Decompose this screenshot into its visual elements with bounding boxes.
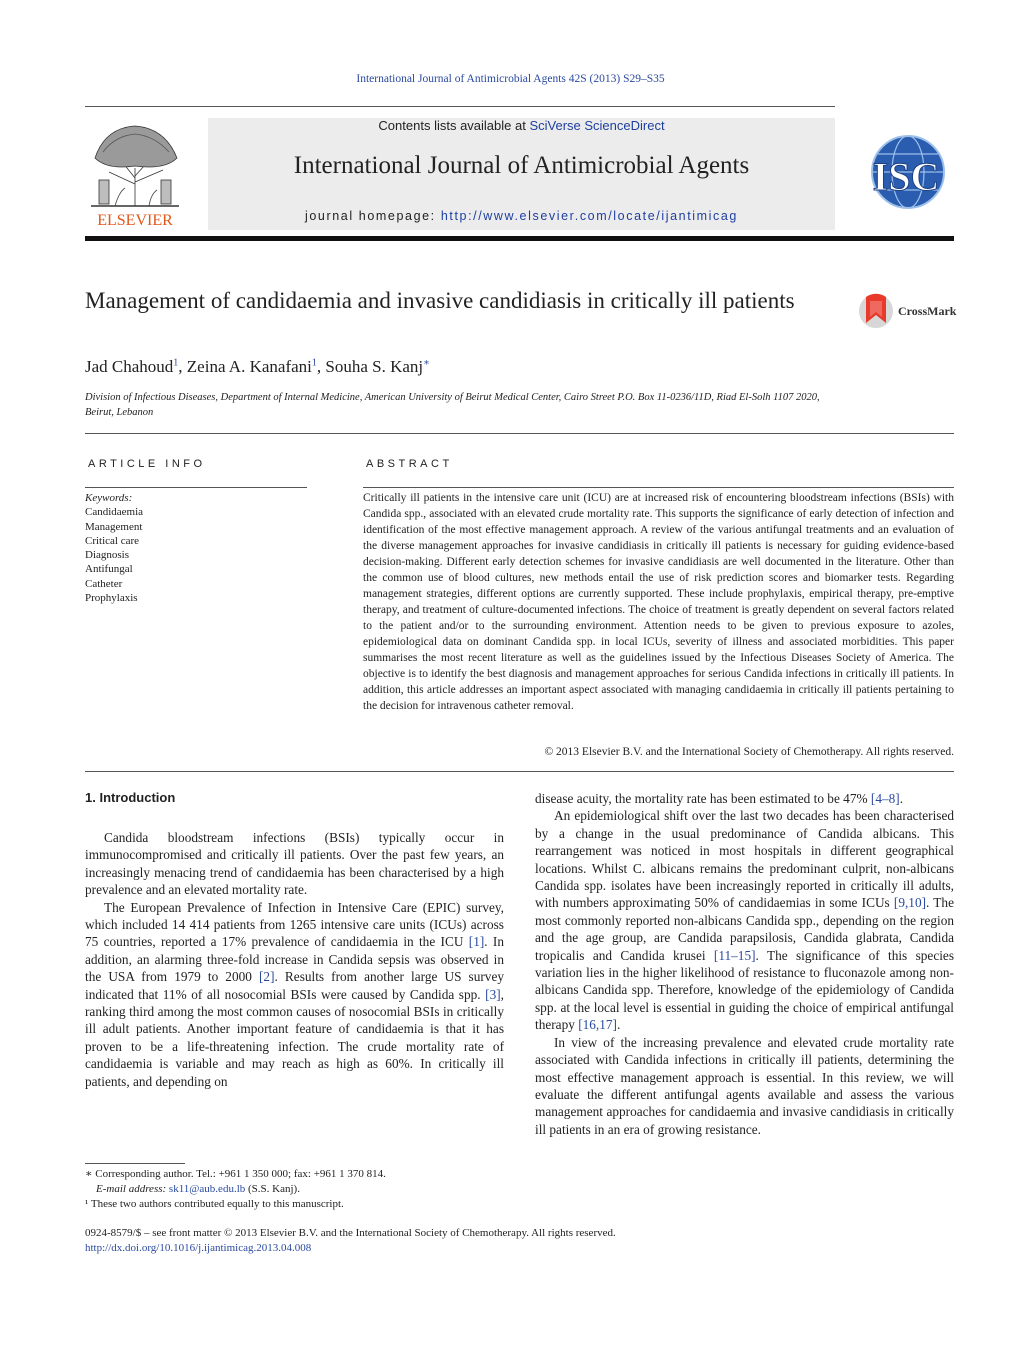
- header-rule: [85, 106, 835, 107]
- keyword: Candidaemia: [85, 506, 144, 519]
- bottom-meta: [85, 1226, 785, 1256]
- text-run: disease acuity, the mortality rate has been estimated to be 47%: [535, 791, 871, 806]
- text-run: . In addition, an alarming three-fold increase in Candida sepsis was observed in the USA from 1979 to 2000: [85, 934, 504, 985]
- homepage-prefix: journal homepage:: [305, 209, 441, 223]
- body-paragraph: [535, 807, 954, 1033]
- elsevier-logo[interactable]: [85, 118, 185, 230]
- abstract-text: Critically ill patients in the intensive care unit (ICU) are at increased risk of encountering bloodstream infections (BSIs) with Candida spp., associated with an elevated crude mortality rate. This supports the significance of early detection of infection and identification of the most effective management approach. A review of the various antifungal treatments and an evaluation of the diverse management approaches for invasive candidiasis in critically ill patients is necessary for guiding evidence-based decision-making. Different early detection schemes for invasive candidiasis are well documented in the literature. Other than the common use of blood cultures, new methods entail the use of risk prediction scores and biomarker tests. Regarding management strategies, different options are currently supported. These include prophylaxis, empirical therapy, pre-emptive therapy, and treatment of culture-documented infections. The choice of treatment is greatly dependent on several factors related to the patient and/or to the surrounding environment. Attention needs to be given to previous exposure to azoles, epidemiological data on dominant Candida spp. in local ICUs, severity of illness and associated morbidities. This paper summarises the most recent literature as well as the guidelines issued by the Infectious Diseases Society of America. The objective is to identify the best diagnosis and management approaches for serious Candida infections in critically ill patients. In addition, this article addresses an important aspect associated with managing candidaemia in critically ill patients pertaining to the decision for intravenous catheter removal.: [363, 492, 954, 712]
- text-run: .: [899, 791, 904, 806]
- citation-link[interactable]: [9,10]: [893, 895, 927, 911]
- footnote-equal-contribution: ¹ These two authors contributed equally to this manuscript.: [85, 1197, 344, 1210]
- author-name[interactable]: Souha S. Kanj: [325, 357, 424, 376]
- keyword: Critical care: [85, 534, 140, 547]
- text-run: , ranking third among the most common causes of nosocomial BSIs in critically ill adult patients. Another important feature of candidaemia is that it has proven to be a life-threatening infection. The crude mortality rate of candidaemia is variable and may reach as high as 60%. In critically ill patients, and depending on: [85, 986, 504, 1089]
- citation-link[interactable]: [3]: [485, 986, 501, 1002]
- title-rule: [85, 433, 954, 434]
- running-head[interactable]: International Journal of Antimicrobial Agents 42S (2013) S29–S35: [356, 73, 665, 85]
- text-run: .: [616, 1017, 621, 1033]
- citation-link[interactable]: [1]: [468, 934, 485, 950]
- keyword: Diagnosis: [85, 549, 129, 562]
- citation-link[interactable]: [16,17]: [578, 1017, 617, 1033]
- issn-line: 0924-8579/$ – see front matter © 2013 Elsevier B.V. and the International Society of Chemotherapy. All rights reserved.: [85, 1227, 616, 1239]
- abstract-copyright: © 2013 Elsevier B.V. and the International Society of Chemotherapy. All rights reserved.: [544, 746, 954, 758]
- text-run: The European Prevalence of Infection in Intensive Care (EPIC) survey, which included 14 414 patients from 1265 intensive care units (ICUs) across 75 countries, reported a 17% prevalence of candidaemia in the ICU: [85, 899, 504, 950]
- doi-link[interactable]: http://dx.doi.org/10.1016/j.ijantimicag.2013.04.008: [85, 1241, 312, 1254]
- article-info-rule: [85, 487, 307, 488]
- contents-prefix: Contents lists available at: [378, 118, 530, 133]
- contents-line: [208, 118, 835, 133]
- journal-homepage-line: [208, 209, 835, 223]
- keyword: Antifungal: [85, 563, 133, 576]
- abstract-bottom-rule: [85, 771, 954, 772]
- citation-link[interactable]: [4–8]: [870, 791, 900, 806]
- abstract-rule: [363, 487, 954, 488]
- abstract-heading: ABSTRACT: [366, 458, 453, 470]
- body-paragraph: [535, 790, 954, 807]
- crossmark-badge[interactable]: [858, 291, 958, 331]
- author-name[interactable]: Jad Chahoud: [85, 357, 174, 376]
- keyword: Catheter: [85, 577, 123, 590]
- keywords-label: Keywords:: [85, 492, 133, 504]
- text-run: An epidemiological shift over the last two decades has been characterised by a change in the usual predominance of Candida albicans. This rearrangement was noticed in most hospitals in different geographical locations. Whilst C. albicans remains the predominant culprit, non-albicans Candida spp. isolates have been increasingly reported in critically ill adults, with numbers approximating 50% of candidaemias in some ICUs: [535, 808, 954, 911]
- elsevier-wordmark: ELSEVIER: [97, 212, 173, 229]
- keywords-list: [85, 491, 143, 605]
- keyword: Management: [85, 520, 143, 533]
- footnotes: [85, 1167, 505, 1211]
- email-link[interactable]: sk11@aub.edu.lb: [168, 1182, 246, 1195]
- elsevier-tree-icon: [85, 118, 185, 230]
- isc-logo[interactable]: [858, 132, 954, 212]
- email-label: E-mail address:: [96, 1182, 169, 1195]
- journal-name: International Journal of Antimicrobial Agents: [293, 152, 750, 179]
- article-title: Management of candidaemia and invasive candidiasis in critically ill patients: [85, 288, 795, 313]
- author-mark[interactable]: 1: [311, 357, 317, 369]
- crossmark-label: CrossMark: [898, 304, 957, 318]
- author-list: [85, 357, 430, 377]
- footnote-corresponding: ∗ Corresponding author. Tel.: +961 1 350 000; fax: +961 1 370 814.: [85, 1168, 386, 1180]
- citation-link[interactable]: [2]: [259, 969, 275, 985]
- article-info-heading: ARTICLE INFO: [88, 458, 206, 470]
- email-suffix: (S.S. Kanj).: [245, 1182, 300, 1195]
- crossmark-icon: [858, 291, 958, 331]
- text-run: . The most commonly reported non-albicans Candida spp., depending on the region and the age group, are Candida parapsilosis, Candida glabrata, Candida tropicalis and Candida krusei: [535, 895, 954, 963]
- isc-letters: ISC: [872, 154, 940, 199]
- body-paragraph: Candida bloodstream infections (BSIs) typically occur in immunocompromised and critically ill patients. Over the past few years, an increasingly menacing trend of candidaemia has been characterised by a high prevalence and an elevated mortality rate.: [85, 830, 504, 898]
- text-run: . The significance of this species variation lies in the higher likelihood of resistance to fluconazole among non-albicans Candida spp. Therefore, knowledge of the epidemiology of Candida spp. at the local level is essential in guiding the choice of empirical antifungal therapy: [535, 947, 954, 1033]
- author-mark[interactable]: 1: [173, 357, 179, 369]
- author-separator: ,: [178, 357, 187, 376]
- citation-link[interactable]: [11–15]: [713, 947, 756, 963]
- body-paragraph: [85, 899, 504, 1090]
- section-heading-introduction: 1. Introduction: [85, 790, 176, 805]
- journal-homepage-link[interactable]: http://www.elsevier.com/locate/ijantimicag: [440, 209, 738, 223]
- keyword: Prophylaxis: [85, 592, 138, 605]
- footnote-rule: [85, 1163, 185, 1164]
- body-column-right: [535, 790, 954, 1138]
- journal-banner: [208, 118, 835, 230]
- author-name[interactable]: Zeina A. Kanafani: [186, 357, 312, 376]
- text-run: . Results from another large US survey indicated that 11% of all nosocomial BSIs were caused by Candida spp.: [85, 969, 504, 1002]
- isc-globe-icon: [858, 132, 954, 212]
- footnote-email: [85, 1182, 505, 1197]
- banner-thick-rule: [85, 236, 954, 241]
- sciencedirect-link[interactable]: SciVerse ScienceDirect: [529, 118, 665, 133]
- body-paragraph: In view of the increasing prevalence and elevated crude mortality rate associated with Candida infections in critically ill patients, determining the most effective management approach is essential. In this review, we will evaluate the different antifungal agents available and assess the various management approaches for candidaemia and invasive candidiasis in critically ill patients in an era of growing resistance.: [535, 1034, 954, 1137]
- affiliation: Division of Infectious Diseases, Department of Internal Medicine, American University of Beirut Medical Center, Cairo Street P.O. Box 11-0236/11D, Riad El-Solh 1107 2020, Beirut, Lebanon: [85, 392, 820, 418]
- author-separator: ,: [316, 357, 326, 376]
- author-mark[interactable]: ∗: [423, 357, 430, 369]
- body-column-left: [85, 829, 504, 1090]
